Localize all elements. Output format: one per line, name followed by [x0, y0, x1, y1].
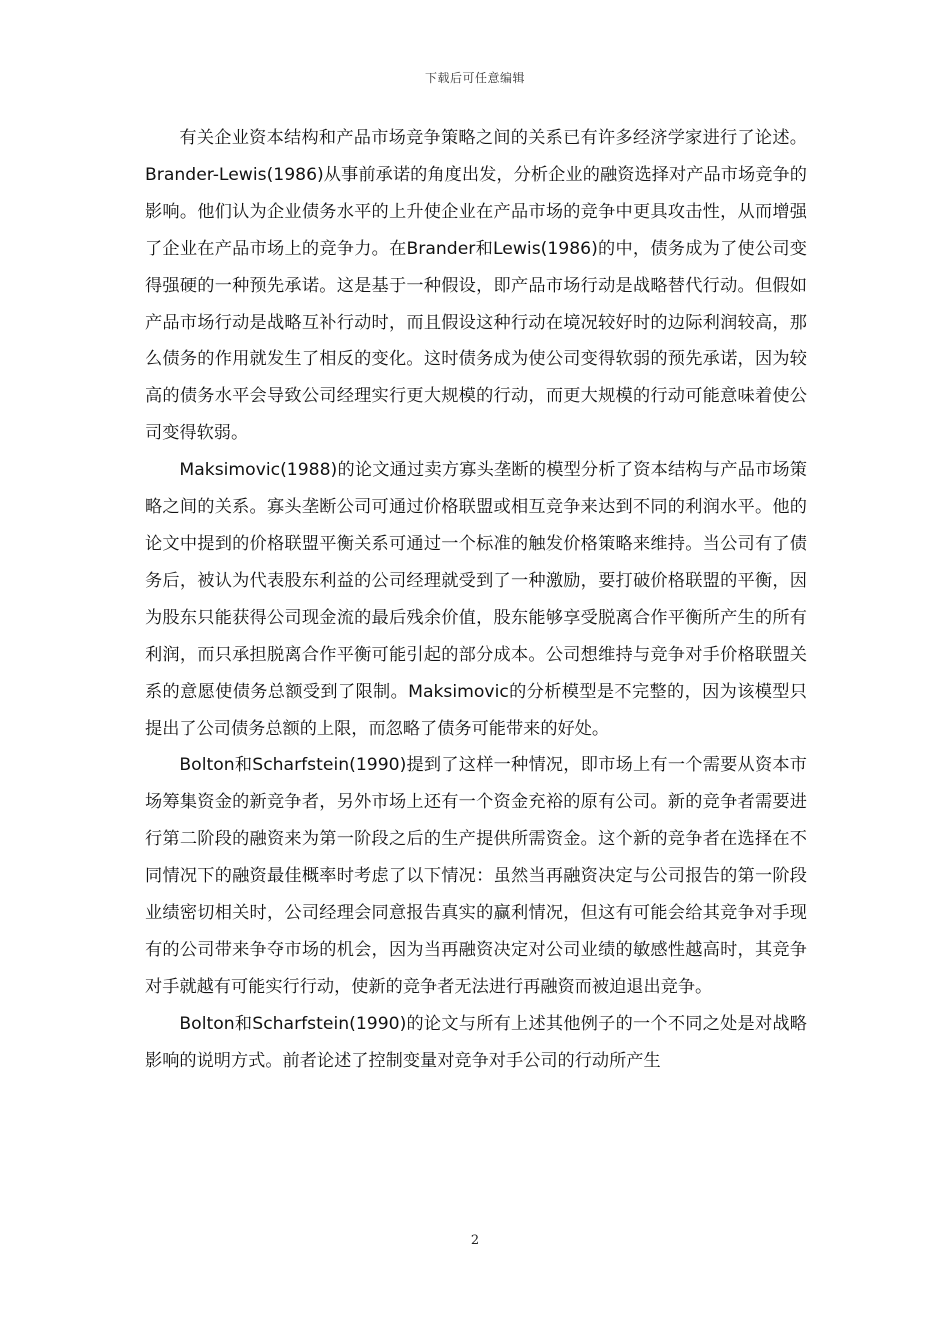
header-note: 下载后可任意编辑 [424, 71, 525, 85]
paragraph-4: Bolton和Scharfstein(1990)的论文与所有上述其他例子的一个不同之处是对战略影响的说明方式。前者论述了控制变量对竞争对手公司的行动所产生 [145, 1013, 807, 1071]
page-number: 2 [470, 1233, 480, 1248]
paragraph-2: Maksimovic(1988)的论文通过卖方寡头垄断的模型分析了资本结构与产品市场策略之间的关系。寡头垄断公司可通过价格联盟或相互竞争来达到不同的利润水平。他的论文中提到的价格联盟平衡关系可通过一个标准的触发价格策略来维持。当公司有了债务后，被认为代表股东利益的公司经理就受到了一种激励，要打破价格联盟的平衡，因为股东只能获得公司现金流的最后残余价值，股东能够享受脱离合作平衡所产生的所有利润，而只承担脱离合作平衡可能引起的部分成本。公司想维持与竞争对手价格联盟关系的意愿使债务总额受到了限制。Maksimovic的分析模型是不完整的，因为该模型只提出了公司债务总额的上限，而忽略了债务可能带来的好处。 [145, 460, 807, 739]
paragraph-1: 有关企业资本结构和产品市场竞争策略之间的关系已有许多经济学家进行了论述。Brander-Lewis(1986)从事前承诺的角度出发，分析企业的融资选择对产品市场竞争的影响。他们认为企业债务水平的上升使企业在产品市场的竞争中更具攻击性，从而增强了企业在产品市场上的竞争力。在Brander和Lewis(1986)的中，债务成为了使公司变得强硬的一种预先承诺。这是基于一种假设，即产品市场行动是战略替代行动。但假如产品市场行动是战略互补行动时，而且假设这种行动在境况较好时的边际利润较高，那么债务的作用就发生了相反的变化。这时债务成为使公司变得软弱的预先承诺，因为较高的债务水平会导致公司经理实行更大规模的行动，而更大规模的行动可能意味着使公司变得软弱。 [145, 128, 807, 444]
body-text [145, 120, 807, 1080]
paragraph-3: Bolton和Scharfstein(1990)提到了这样一种情况，即市场上有一个需要从资本市场筹集资金的新竞争者，另外市场上还有一个资金充裕的原有公司。新的竞争者需要进行第二阶段的融资来为第一阶段之后的生产提供所需资金。这个新的竞争者在选择在不同情况下的融资最佳概率时考虑了以下情况：虽然当再融资决定与公司报告的第一阶段业绩密切相关时，公司经理会同意报告真实的赢利情况，但这有可能会给其竞争对手现有的公司带来争夺市场的机会，因为当再融资决定对公司业绩的敏感性越高时，其竞争对手就越有可能实行行动，使新的竞争者无法进行再融资而被迫退出竞争。 [145, 755, 807, 997]
